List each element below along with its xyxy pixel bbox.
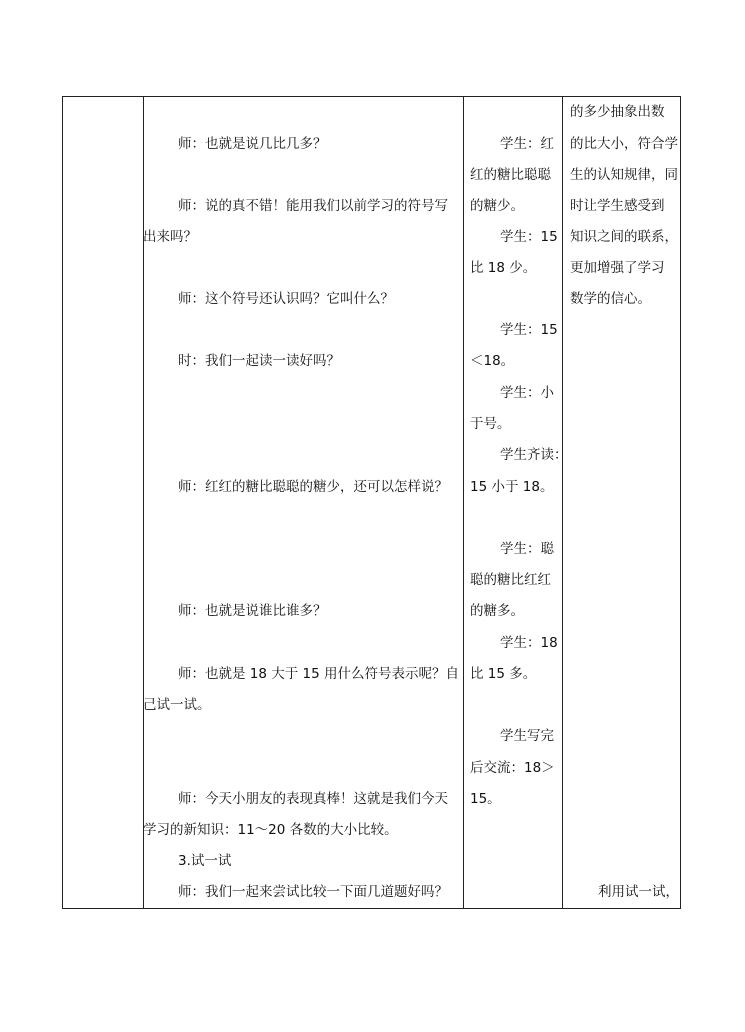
teacher-line: 时：我们一起读一读好吗？ — [178, 353, 340, 369]
rationale-line: 数学的信心。 — [570, 291, 651, 307]
column-divider — [562, 97, 563, 908]
student-line: 学生：聪 — [500, 541, 554, 557]
student-line: 比 15 多。 — [470, 666, 537, 682]
student-line: 的糖少。 — [470, 198, 524, 214]
teacher-line: 师：这个符号还认识吗？它叫什么？ — [178, 291, 394, 307]
student-line: 学生：15 — [500, 229, 558, 245]
student-line: 后交流：18＞ — [470, 760, 555, 776]
rationale-line: 利用试一试， — [598, 884, 679, 900]
student-line: 比 18 少。 — [470, 260, 537, 276]
student-line: 红的糖比聪聪 — [470, 167, 551, 183]
teacher-line: 师：说的真不错！能用我们以前学习的符号写 — [178, 198, 448, 214]
rationale-line: 时让学生感受到 — [570, 198, 665, 214]
lesson-table — [62, 96, 681, 909]
teacher-line: 师：也就是说谁比谁多？ — [178, 603, 327, 619]
student-line: 学生：红 — [500, 136, 554, 152]
teacher-line: 师：今天小朋友的表现真棒！这就是我们今天 — [178, 791, 448, 807]
student-line: 学生写完 — [500, 728, 554, 744]
teacher-line: 师：红红的糖比聪聪的糖少，还可以怎样说？ — [178, 479, 448, 495]
student-line: 于号。 — [470, 416, 511, 432]
student-line: 学生齐读： — [500, 447, 568, 463]
student-line: 学生：15 — [500, 322, 558, 338]
rationale-line: 的多少抽象出数 — [570, 104, 665, 120]
rationale-line: 更加增强了学习 — [570, 260, 665, 276]
teacher-line: 出来吗？ — [143, 229, 197, 245]
student-line: 聪的糖比红红 — [470, 572, 551, 588]
column-divider — [143, 97, 144, 908]
student-line: 的糖多。 — [470, 603, 524, 619]
student-line: 15。 — [470, 791, 501, 807]
teacher-line: 己试一试。 — [143, 697, 211, 713]
teacher-line: 师：也就是 18 大于 15 用什么符号表示呢？自 — [178, 666, 460, 682]
rationale-line: 生的认知规律，同 — [570, 167, 678, 183]
teacher-line: 师：也就是说几比几多？ — [178, 136, 327, 152]
teacher-line: 学习的新知识：11～20 各数的大小比较。 — [143, 822, 398, 838]
column-divider — [463, 97, 464, 908]
student-line: 学生：18 — [500, 635, 558, 651]
rationale-line: 的比大小，符合学 — [570, 136, 678, 152]
student-line: ＜18。 — [470, 353, 515, 369]
rationale-line: 知识之间的联系， — [570, 229, 678, 245]
teacher-line: 师：我们一起来尝试比较一下面几道题好吗？ — [178, 884, 448, 900]
section-heading: 3.试一试 — [178, 853, 232, 869]
student-line: 学生：小 — [500, 385, 554, 401]
student-line: 15 小于 18。 — [470, 479, 554, 495]
